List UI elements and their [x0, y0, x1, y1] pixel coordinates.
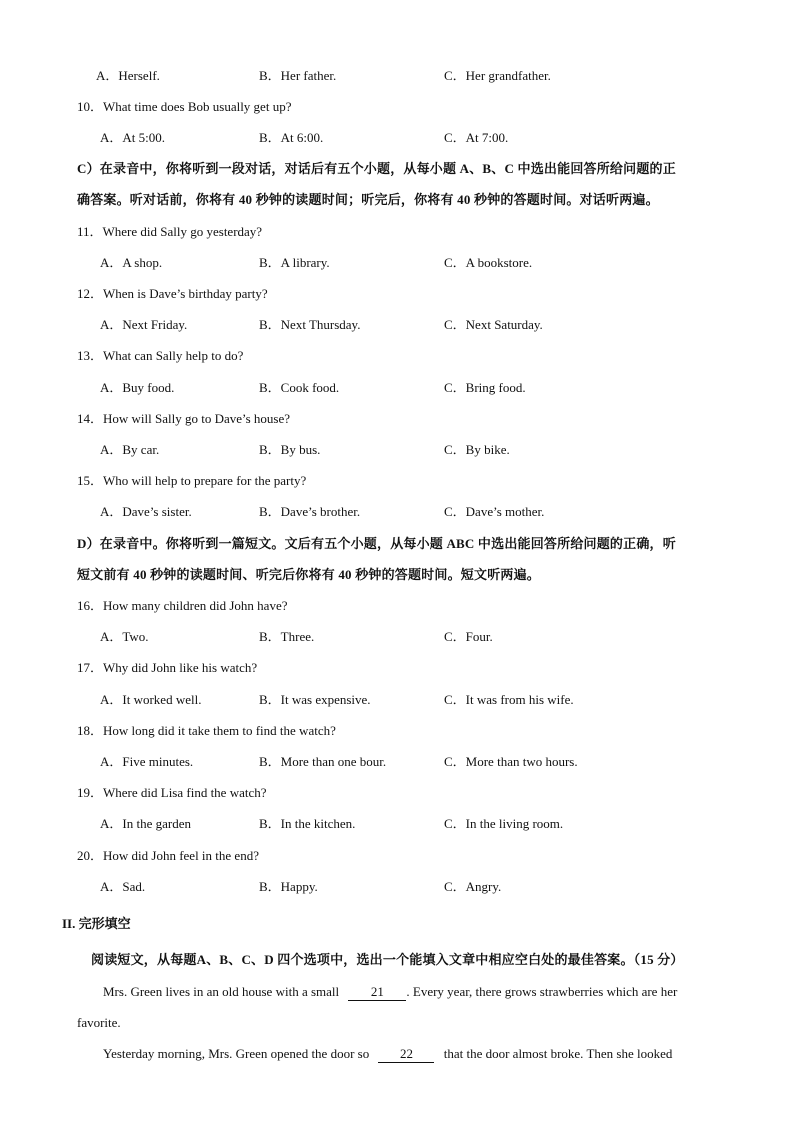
q13-option-a: A．Buy food. — [100, 380, 175, 395]
q13-option-b: B．Cook food. — [259, 380, 340, 395]
question-15-stem: 15．Who will help to prepare for the party? — [77, 473, 307, 488]
part-2-heading: II. 完形填空 — [62, 916, 131, 931]
q19-option-a: A．In the garden — [100, 816, 191, 831]
question-20-stem: 20．How did John feel in the end? — [77, 848, 259, 863]
section-c-instruction-line1: C）在录音中，你将听到一段对话，对话后有五个小题，从每小题 A、B、C 中选出能回答所给问题的正 — [77, 161, 676, 176]
q18-option-a: A．Five minutes. — [100, 754, 194, 769]
passage-p1-before: Mrs. Green lives in an old house with a small — [103, 984, 340, 999]
q11-option-a: A．A shop. — [100, 255, 163, 270]
q19-option-c: C．In the living room. — [444, 816, 564, 831]
q16-option-a: A．Two. — [100, 629, 149, 644]
q20-option-c: C．Angry. — [444, 879, 502, 894]
passage-p1-after: . Every year, there grows strawberries which are her — [406, 984, 678, 999]
q10-option-b: B．At 6:00. — [259, 130, 324, 145]
q20-option-a: A．Sad. — [100, 879, 146, 894]
q17-option-c: C．It was from his wife. — [444, 692, 574, 707]
q9-option-c: C．Her grandfather. — [444, 68, 551, 83]
question-14-stem: 14．How will Sally go to Dave’s house? — [77, 411, 291, 426]
q15-option-c: C．Dave’s mother. — [444, 504, 545, 519]
q20-option-b: B．Happy. — [259, 879, 318, 894]
question-13-stem: 13．What can Sally help to do? — [77, 348, 244, 363]
question-17-stem: 17．Why did John like his watch? — [77, 660, 258, 675]
q14-option-a: A．By car. — [100, 442, 160, 457]
section-d-instruction-line1: D）在录音中。你将听到一篇短文。文后有五个小题，从每小题 ABC 中选出能回答所给问题的正确，听 — [77, 536, 676, 551]
question-19-stem: 19．Where did Lisa find the watch? — [77, 785, 267, 800]
q17-option-a: A．It worked well. — [100, 692, 202, 707]
question-10-stem: 10．What time does Bob usually get up? — [77, 99, 292, 114]
q9-option-a: A．Herself. — [96, 68, 160, 83]
q18-option-b: B．More than one bour. — [259, 754, 387, 769]
q11-option-c: C．A bookstore. — [444, 255, 533, 270]
q13-option-c: C．Bring food. — [444, 380, 526, 395]
q14-option-c: C．By bike. — [444, 442, 510, 457]
question-18-stem: 18．How long did it take them to find the watch? — [77, 723, 336, 738]
question-12-stem: 12．When is Dave’s birthday party? — [77, 286, 268, 301]
blank-21: 21 — [348, 984, 406, 1001]
q12-option-c: C．Next Saturday. — [444, 317, 543, 332]
section-c-instruction-line2: 确答案。听对话前，你将有 40 秒钟的读题时间；听完后，你将有 40 秒钟的答题时间。对话听两遍。 — [77, 192, 659, 207]
q15-option-a: A．Dave’s sister. — [100, 504, 192, 519]
q15-option-b: B．Dave’s brother. — [259, 504, 361, 519]
passage-p2-before: Yesterday morning, Mrs. Green opened the door so — [103, 1046, 370, 1061]
q14-option-b: B．By bus. — [259, 442, 321, 457]
q12-option-b: B．Next Thursday. — [259, 317, 361, 332]
part-2-instruction: 阅读短文，从每题A、B、C、D 四个选项中，选出一个能填入文章中相应空白处的最佳答案。（15 分） — [91, 952, 684, 967]
q17-option-b: B．It was expensive. — [259, 692, 371, 707]
passage-paragraph-1-line2: favorite. — [77, 1015, 121, 1030]
passage-paragraph-2 — [103, 1046, 672, 1063]
q9-option-b: B．Her father. — [259, 68, 337, 83]
section-d-instruction-line2: 短文前有 40 秒钟的读题时间、听完后你将有 40 秒钟的答题时间。短文听两遍。 — [77, 567, 541, 582]
q16-option-c: C．Four. — [444, 629, 493, 644]
question-11-stem: 11．Where did Sally go yesterday? — [77, 224, 263, 239]
q16-option-b: B．Three. — [259, 629, 315, 644]
q11-option-b: B．A library. — [259, 255, 330, 270]
blank-22: 22 — [378, 1046, 434, 1063]
q12-option-a: A．Next Friday. — [100, 317, 188, 332]
question-16-stem: 16．How many children did John have? — [77, 598, 288, 613]
q19-option-b: B．In the kitchen. — [259, 816, 356, 831]
q18-option-c: C．More than two hours. — [444, 754, 578, 769]
passage-p2-after: that the door almost broke. Then she looked — [443, 1046, 673, 1061]
q10-option-a: A．At 5:00. — [100, 130, 166, 145]
q10-option-c: C．At 7:00. — [444, 130, 509, 145]
passage-paragraph-1 — [103, 984, 677, 1001]
